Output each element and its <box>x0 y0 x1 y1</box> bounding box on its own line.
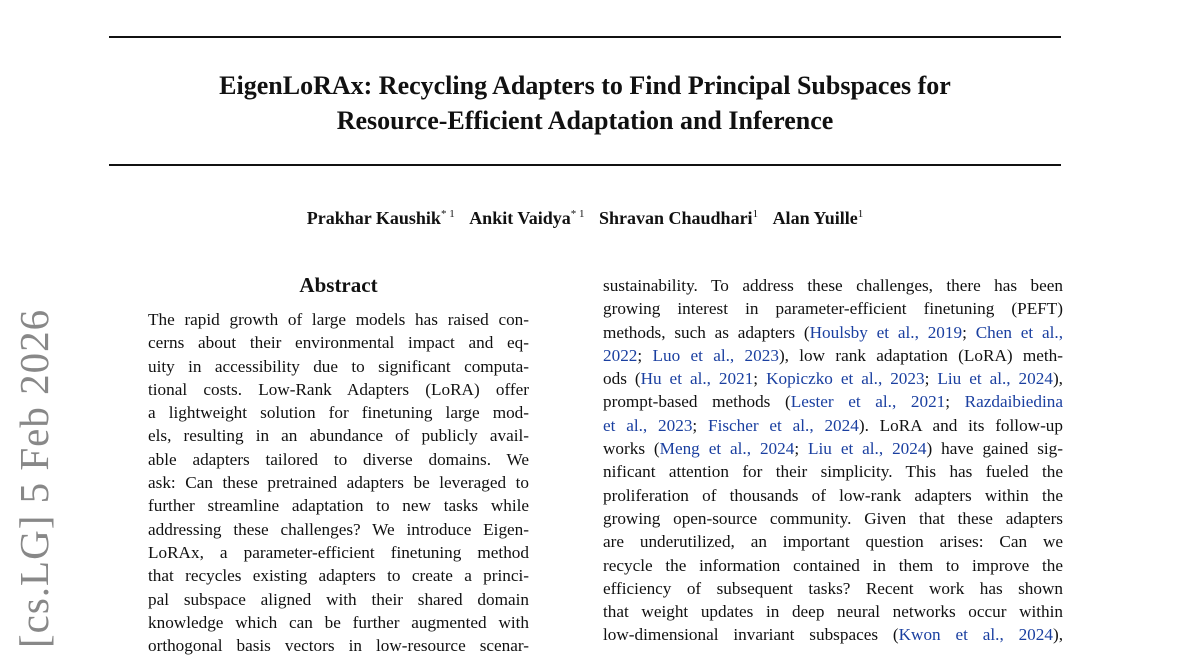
abstract-body <box>148 308 529 657</box>
author-4: Alan Yuille$^1$ <box>772 208 864 228</box>
abstract-line: els, resulting in an abundance of publicly avail- <box>148 426 529 446</box>
abstract-line: further streamline adaptation to new tasks while <box>148 496 529 516</box>
author-list <box>109 208 1061 229</box>
citation-link[interactable]: Lester et al., 2021 <box>790 392 946 412</box>
title-bottom-rule <box>109 164 1061 166</box>
author-1: Prakhar Kaushik$^{* 1}$ <box>306 208 455 228</box>
citation-link[interactable]: 2022 <box>603 345 638 365</box>
citation-link[interactable]: Meng et al., 2024 <box>659 439 795 459</box>
abstract-line: knowledge which can be further augmented with <box>148 612 529 632</box>
citation-link[interactable]: Liu et al., 2024 <box>937 369 1053 389</box>
intro-line: growing interest in parameter-efficient finetuning (PEFT) <box>603 299 1063 319</box>
intro-line: et al., 2023; Fischer et al., 2024). LoRA and its follow-up <box>603 415 1063 435</box>
abstract-line: cerns about their environmental impact and eq- <box>148 333 529 353</box>
abstract-line: able adapters tailored to diverse domains. We <box>148 449 529 469</box>
title-line-2: Resource-Efficient Adaptation and Inference <box>336 106 834 135</box>
citation-link[interactable]: Kopiczko et al., 2023 <box>766 369 925 389</box>
citation-link[interactable]: Hu et al., 2021 <box>640 369 754 389</box>
arxiv-stamp: [cs.LG] 5 Feb 2026 <box>11 308 57 648</box>
citation-link[interactable]: Fischer et al., 2024 <box>708 415 859 435</box>
title-line-1: EigenLoRAx: Recycling Adapters to Find Principal Subspaces for <box>219 71 951 100</box>
intro-line: proliferation of thousands of low-rank adapters within the <box>603 485 1063 505</box>
abstract-line: addressing these challenges? We introduce Eigen- <box>148 519 529 539</box>
abstract-line: ask: Can these pretrained adapters be leveraged to <box>148 473 529 493</box>
title-top-rule <box>109 36 1061 38</box>
intro-line: nificant attention for their simplicity. This has fueled the <box>603 462 1063 482</box>
intro-line: efficiency of subsequent tasks? Recent work has shown <box>603 578 1063 598</box>
citation-link[interactable]: Houlsby et al., 2019 <box>809 322 963 342</box>
abstract-line: pal subspace aligned with their shared domain <box>148 589 529 609</box>
citation-link[interactable]: et al., 2023 <box>603 415 693 435</box>
intro-line: are underutilized, an important question arises: Can we <box>603 532 1063 552</box>
abstract-line: orthogonal basis vectors in low-resource scenar- <box>148 636 529 656</box>
citation-link[interactable]: Chen et al., <box>975 322 1063 342</box>
author-3: Shravan Chaudhari$^1$ <box>599 208 759 228</box>
paper-title <box>109 68 1061 138</box>
intro-line: that weight updates in deep neural networks occur within <box>603 602 1063 622</box>
abstract-heading: Abstract <box>299 273 378 297</box>
intro-line: methods, such as adapters (Houlsby et al., 2019; Chen et al., <box>603 322 1063 342</box>
abstract-line: that recycles existing adapters to create a princi- <box>148 566 529 586</box>
intro-line: low-dimensional invariant subspaces (Kwon et al., 2024), <box>603 625 1063 645</box>
abstract-line: a lightweight solution for finetuning large mod- <box>148 403 529 423</box>
abstract-line: uity in accessibility due to significant computa- <box>148 356 529 376</box>
author-2: Ankit Vaidya$^{* 1}$ <box>469 208 585 228</box>
abstract-line: The rapid growth of large models has raised con- <box>148 310 529 329</box>
citation-link[interactable]: Liu et al., 2024 <box>808 439 927 459</box>
intro-line: sustainability. To address these challenges, there has been <box>603 276 1063 295</box>
citation-link[interactable]: Kwon et al., 2024 <box>898 625 1053 645</box>
intro-line: prompt-based methods (Lester et al., 2021; Razdaibiedina <box>603 392 1063 412</box>
abstract-line: tional costs. Low-Rank Adapters (LoRA) offer <box>148 379 529 399</box>
intro-line: growing open-source community. Given that these adapters <box>603 508 1063 528</box>
intro-line: recycle the information contained in them to improve the <box>603 555 1063 575</box>
citation-link[interactable]: Luo et al., 2023 <box>652 345 779 365</box>
intro-line: ods (Hu et al., 2021; Kopiczko et al., 2023; Liu et al., 2024), <box>603 369 1063 389</box>
abstract-line: LoRAx, a parameter-efficient finetuning method <box>148 542 529 562</box>
citation-link[interactable]: Razdaibiedina <box>964 392 1063 412</box>
intro-line: 2022; Luo et al., 2023), low rank adaptation (LoRA) meth- <box>603 345 1064 365</box>
intro-body <box>603 274 1063 647</box>
intro-line: works (Meng et al., 2024; Liu et al., 2024) have gained sig- <box>603 439 1063 459</box>
